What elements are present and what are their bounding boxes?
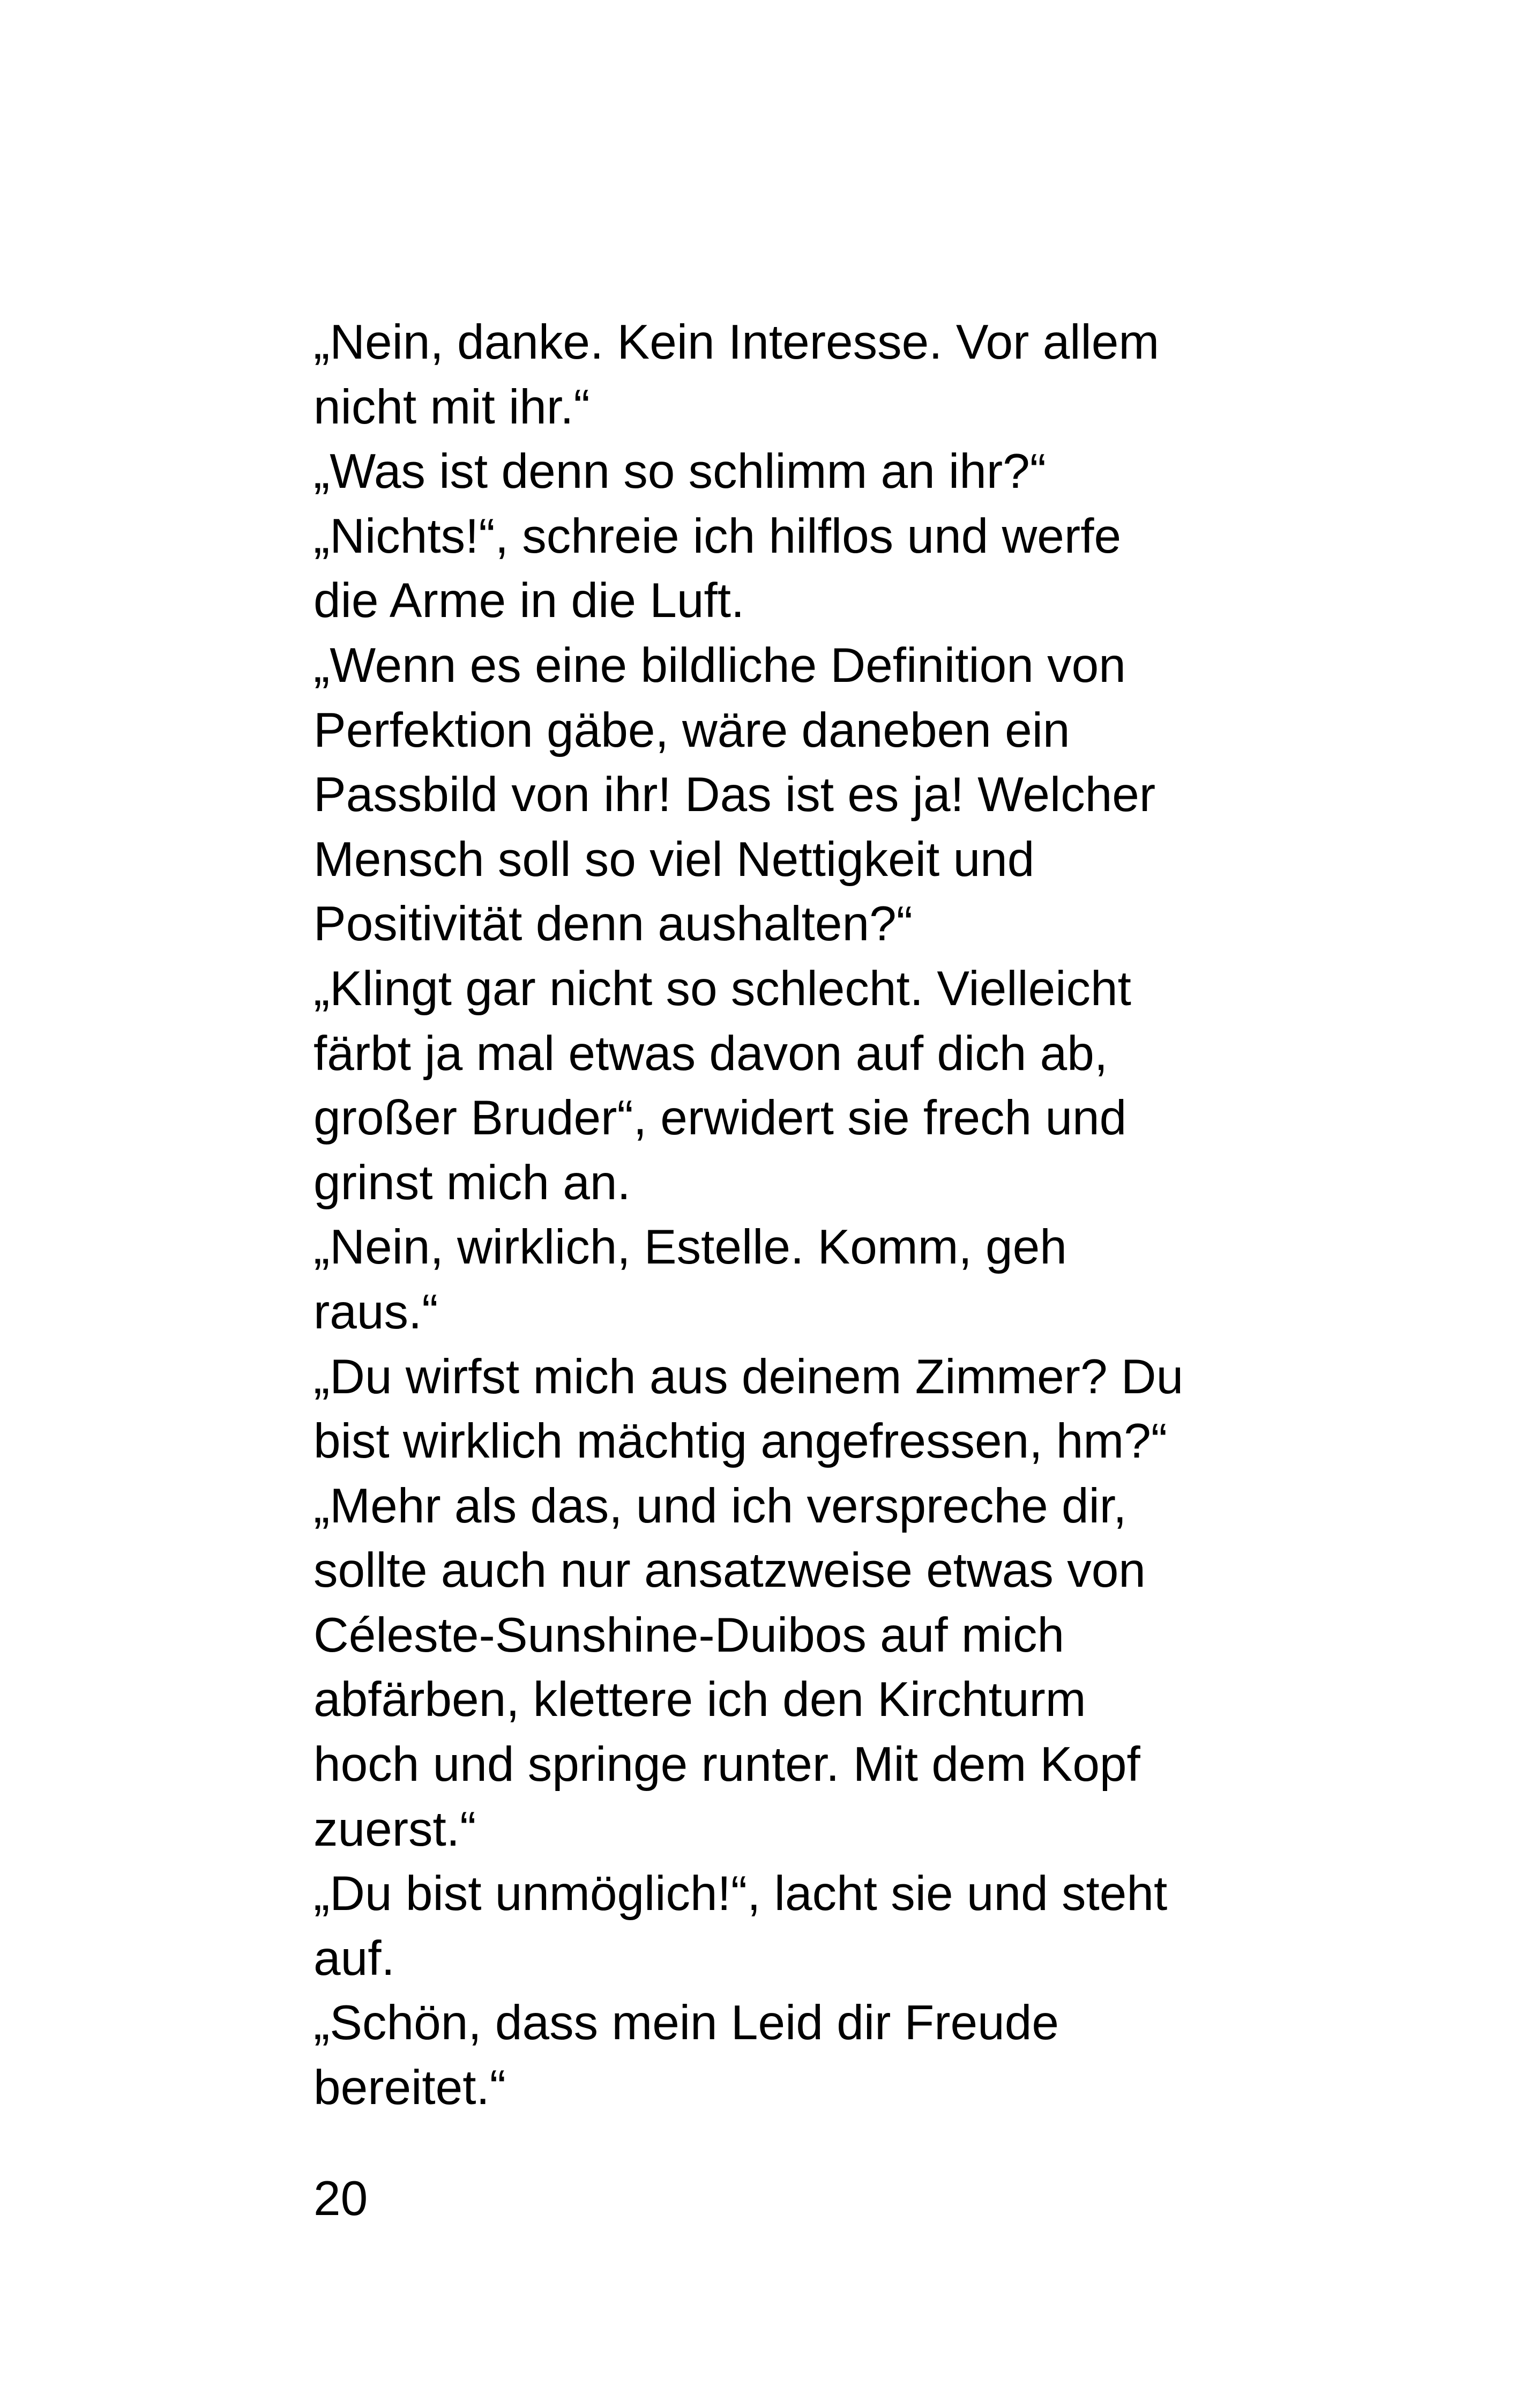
text-line: hoch und springe runter. Mit dem Kopf (313, 1737, 1140, 1792)
text-line: nicht mit ihr.“ (313, 380, 590, 434)
text-line: auf. (313, 1931, 395, 1986)
text-line: „Wenn es eine bildliche Definition von (313, 638, 1126, 693)
text-line: „Schön, dass mein Leid dir Freude (313, 1996, 1059, 2050)
text-line: zuerst.“ (313, 1802, 476, 1856)
text-line: raus.“ (313, 1284, 438, 1339)
text-line: „Nichts!“, schreie ich hilflos und werfe (313, 509, 1122, 563)
text-line: „Klingt gar nicht so schlecht. Vielleicht (313, 961, 1131, 1016)
text-line: „Nein, danke. Kein Interesse. Vor allem (313, 315, 1160, 369)
text-line: bereitet.“ (313, 2061, 506, 2115)
text-line: Mensch soll so viel Nettigkeit und (313, 832, 1035, 887)
page-number: 20 (313, 2172, 368, 2226)
text-line: Passbild von ihr! Das ist es ja! Welcher (313, 768, 1156, 822)
text-line: Perfektion gäbe, wäre daneben ein (313, 703, 1070, 757)
text-line: die Arme in die Luft. (313, 574, 745, 628)
text-line: „Nein, wirklich, Estelle. Komm, geh (313, 1220, 1067, 1275)
page-body-text (313, 310, 1246, 2121)
text-line: sollte auch nur ansatzweise etwas von (313, 1543, 1146, 1598)
text-line: „Du bist unmöglich!“, lacht sie und steht (313, 1867, 1168, 1921)
text-line: Céleste-Sunshine-Duibos auf mich (313, 1608, 1065, 1662)
text-line: abfärben, klettere ich den Kirchturm (313, 1673, 1086, 1727)
text-line: grinst mich an. (313, 1155, 631, 1210)
text-line: bist wirklich mächtig angefressen, hm?“ (313, 1414, 1168, 1469)
text-line: „Was ist denn so schlimm an ihr?“ (313, 444, 1047, 499)
text-line: „Mehr als das, und ich verspreche dir, (313, 1478, 1127, 1533)
text-line: „Du wirfst mich aus deinem Zimmer? Du (313, 1349, 1184, 1404)
text-line: großer Bruder“, erwidert sie frech und (313, 1091, 1127, 1146)
text-line: färbt ja mal etwas davon auf dich ab, (313, 1026, 1108, 1081)
text-line: Positivität denn aushalten?“ (313, 897, 913, 952)
